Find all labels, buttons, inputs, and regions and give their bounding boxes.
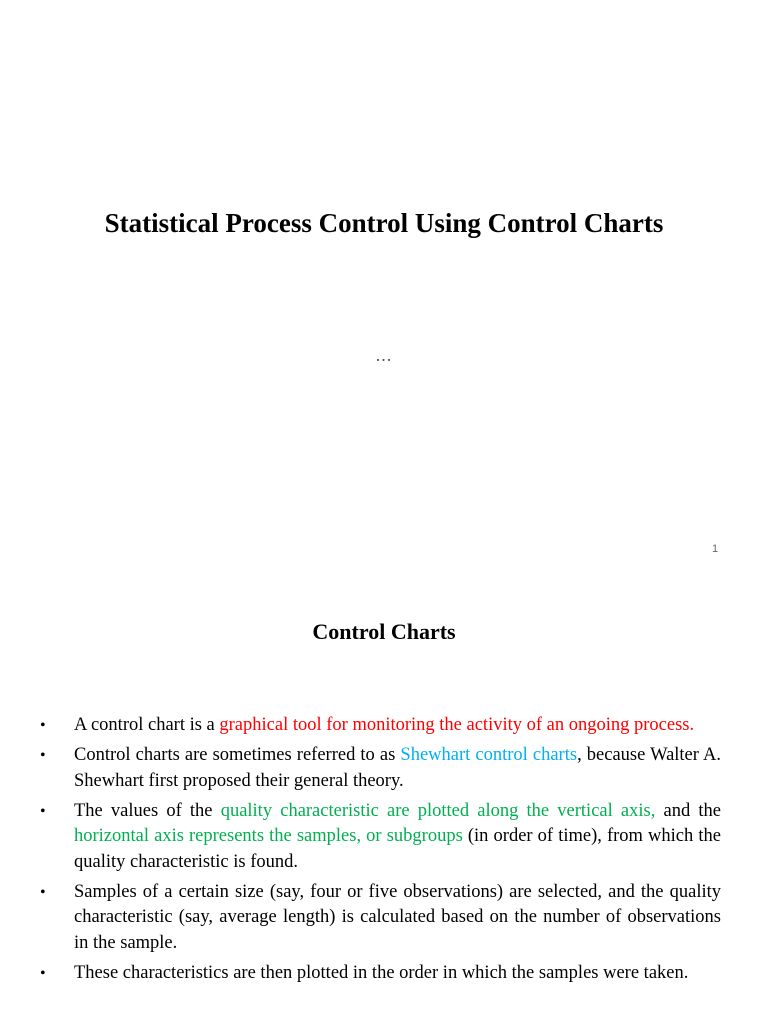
bullet-icon: • (40, 717, 46, 734)
bullet-text: , because Walter A. Shewhart first proposed their general theory. (74, 745, 721, 791)
highlight-text: graphical tool for monitoring the activity of an ongoing process. (219, 715, 695, 735)
bullet-text: and the (655, 800, 721, 821)
bullet-item (0, 799, 721, 876)
bullet-text: The values of the (74, 800, 221, 821)
bullet-item (0, 743, 721, 794)
bullet-icon: • (40, 802, 46, 820)
slide-1-title: Statistical Process Control Using Control Charts (104, 208, 664, 238)
page-number: 1 (712, 543, 719, 555)
slide-1-ellipsis: ... (375, 345, 393, 365)
slide-2 (0, 575, 768, 1024)
bullet-text: Samples of a certain size (say, four or five observations) are selected, and the quality characteristic (say, average length) is calculated based on the number of observations in the sample. (74, 881, 721, 953)
bullet-icon: • (40, 747, 46, 764)
bullet-text: Control charts are sometimes referred to as (74, 745, 401, 765)
bullet-item (0, 880, 721, 957)
bullet-icon: • (40, 964, 46, 982)
bullet-item (0, 713, 721, 739)
bullet-text: A control chart is a (74, 715, 220, 735)
highlight-text: Shewhart control charts (400, 745, 578, 765)
bullet-text: These characteristics are then plotted in the order in which the samples were taken. (74, 962, 689, 983)
bullet-item (0, 961, 721, 987)
bullet-list (0, 713, 768, 991)
highlight-text: horizontal axis represents the samples, or subgroups (74, 826, 463, 846)
slide-2-title: Control Charts (312, 619, 456, 644)
bullet-icon: • (40, 883, 46, 901)
bullet-text: (in order of time), from which the quality characteristic is found. (74, 826, 721, 872)
highlight-text: quality characteristic are plotted along the vertical axis, (220, 800, 656, 821)
